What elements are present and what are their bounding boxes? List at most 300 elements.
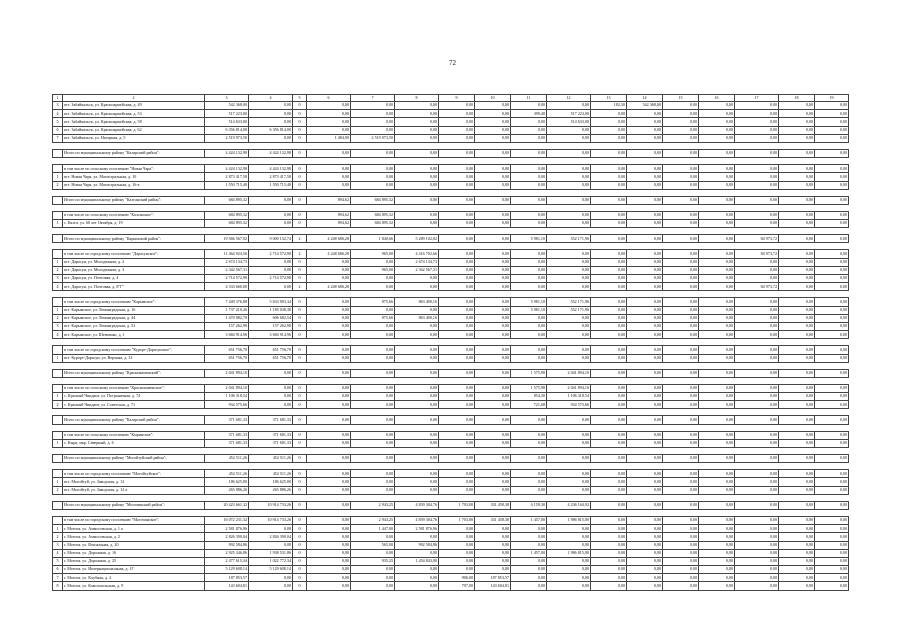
value-cell: 0,00 bbox=[735, 306, 779, 314]
address-cell: пгт. Забайкальск, ул. Нагорная, д. 5 bbox=[63, 134, 205, 142]
value-cell: 0,00 bbox=[815, 306, 849, 314]
value-cell: 0,00 bbox=[699, 478, 735, 486]
value-cell: 0,00 bbox=[249, 196, 293, 204]
value-cell: 0,00 bbox=[627, 501, 663, 509]
value-cell: 0,00 bbox=[735, 275, 779, 283]
value-cell: 0,00 bbox=[351, 533, 395, 541]
value-cell: 0,00 bbox=[475, 250, 511, 258]
value-cell: 0,00 bbox=[663, 126, 699, 134]
value-cell: 0,00 bbox=[395, 149, 439, 157]
value-cell: 606 682,54 bbox=[249, 314, 293, 322]
column-number: 12 bbox=[547, 95, 591, 102]
value-cell: 0,00 bbox=[547, 134, 591, 142]
value-cell: 0,00 bbox=[591, 181, 627, 189]
row-number: 2 bbox=[53, 486, 63, 494]
value-cell: 0,00 bbox=[815, 393, 849, 401]
value-cell: 0,00 bbox=[307, 181, 351, 189]
row-number: 6 bbox=[53, 126, 63, 134]
summary-row bbox=[53, 346, 849, 354]
value-cell: 0,00 bbox=[815, 149, 849, 157]
value-cell: 0,00 bbox=[627, 486, 663, 494]
value-cell: 0,00 bbox=[779, 134, 815, 142]
value-cell: 0,00 bbox=[439, 134, 475, 142]
spacer-cell bbox=[53, 409, 849, 416]
address-cell: пгт. Дарасун, ул. Почтовая, д. 8"Г" bbox=[63, 283, 205, 291]
column-number: 1 bbox=[53, 95, 63, 102]
value-cell: 0,00 bbox=[699, 393, 735, 401]
value-cell: 2 041 894,10 bbox=[205, 369, 249, 377]
value-cell: 0,00 bbox=[511, 354, 547, 362]
value-cell: 0,00 bbox=[511, 134, 547, 142]
table-row bbox=[53, 478, 849, 486]
address-cell: пгт. Забайкальск, ул. Красноармейская, д. 58 bbox=[63, 118, 205, 126]
value-cell: 0,00 bbox=[779, 431, 815, 439]
row-number bbox=[53, 211, 63, 219]
value-cell: 2 826 390,04 bbox=[249, 533, 293, 541]
value-cell: 854,30 bbox=[511, 393, 547, 401]
value-cell: 0,00 bbox=[439, 102, 475, 110]
table-row bbox=[53, 393, 849, 401]
value-cell: 0,00 bbox=[815, 283, 849, 291]
value-cell: 0,00 bbox=[779, 181, 815, 189]
column-number: 14 bbox=[627, 95, 663, 102]
row-number bbox=[53, 346, 63, 354]
address-cell: пгт. Новая Чара, ул. Магистральная, д. 16-а bbox=[63, 181, 205, 189]
value-cell: 0,00 bbox=[249, 541, 293, 549]
value-cell: 0,00 bbox=[591, 110, 627, 118]
value-cell: 0,00 bbox=[475, 118, 511, 126]
value-cell: 0,00 bbox=[395, 110, 439, 118]
value-cell: 0,00 bbox=[627, 439, 663, 447]
summary-row bbox=[53, 416, 849, 424]
value-cell: 0,00 bbox=[663, 298, 699, 306]
value-cell: 0,00 bbox=[439, 525, 475, 533]
value-cell: 5 289 102,82 bbox=[395, 235, 439, 243]
value-cell: 0 bbox=[293, 369, 307, 377]
value-cell: 0,00 bbox=[351, 486, 395, 494]
value-cell: 0,00 bbox=[779, 566, 815, 574]
value-cell: 0,00 bbox=[475, 525, 511, 533]
value-cell: 4 236 164,92 bbox=[547, 501, 591, 509]
value-cell: 0,00 bbox=[547, 149, 591, 157]
value-cell: 0,00 bbox=[735, 525, 779, 533]
value-cell: 5 129 608,14 bbox=[249, 566, 293, 574]
value-cell: 0,00 bbox=[815, 566, 849, 574]
table-row bbox=[53, 102, 849, 110]
value-cell: 0,00 bbox=[627, 306, 663, 314]
value-cell: 0,00 bbox=[395, 346, 439, 354]
value-cell: 0,00 bbox=[591, 501, 627, 509]
value-cell: 0,00 bbox=[511, 181, 547, 189]
table-row bbox=[53, 306, 849, 314]
value-cell: 0,00 bbox=[815, 235, 849, 243]
value-cell: 0,00 bbox=[815, 470, 849, 478]
row-spacer bbox=[53, 228, 849, 235]
value-cell: 2 674 134,73 bbox=[205, 258, 249, 266]
column-number: 11 bbox=[511, 95, 547, 102]
value-cell: 452 511,26 bbox=[249, 455, 293, 463]
value-cell: 0,00 bbox=[779, 574, 815, 582]
value-cell: 0,00 bbox=[395, 220, 439, 228]
value-cell: 0,00 bbox=[591, 439, 627, 447]
row-number: 2 bbox=[53, 401, 63, 409]
value-cell: 0,00 bbox=[395, 306, 439, 314]
value-cell: 2 581 876,96 bbox=[205, 525, 249, 533]
value-cell: 0,00 bbox=[591, 235, 627, 243]
value-cell: 0,00 bbox=[395, 196, 439, 204]
value-cell: 0,00 bbox=[307, 322, 351, 330]
value-cell: 0,00 bbox=[663, 525, 699, 533]
value-cell: 0 bbox=[293, 478, 307, 486]
value-cell: 863 400,16 bbox=[395, 298, 439, 306]
value-cell: 0,00 bbox=[351, 455, 395, 463]
value-cell: 0,00 bbox=[351, 346, 395, 354]
value-cell: 0,00 bbox=[627, 431, 663, 439]
value-cell: 2 bbox=[293, 250, 307, 258]
summary-row bbox=[53, 501, 849, 509]
value-cell: 0,00 bbox=[475, 470, 511, 478]
value-cell: 0,00 bbox=[439, 165, 475, 173]
value-cell: 371 681,33 bbox=[205, 439, 249, 447]
address-cell: пгт. Могойтуй, ул. Заводская, д. 12 а bbox=[63, 486, 205, 494]
value-cell: 0,00 bbox=[779, 235, 815, 243]
value-cell: 0,00 bbox=[475, 486, 511, 494]
value-cell: 0,00 bbox=[249, 574, 293, 582]
value-cell: 0,00 bbox=[779, 582, 815, 590]
spacer-cell bbox=[53, 228, 849, 235]
value-cell: 0,00 bbox=[735, 439, 779, 447]
address-cell: Итого по муниципальному району "Карымский район": bbox=[63, 235, 205, 243]
row-number: 3 bbox=[53, 322, 63, 330]
address-cell: в том числе по городскому поселению "Могочинское": bbox=[63, 516, 205, 524]
value-cell: 186 625,00 bbox=[205, 478, 249, 486]
address-cell: пгт. Дарасун, ул. Почтовая, д. 4 bbox=[63, 275, 205, 283]
value-cell: 0,00 bbox=[779, 283, 815, 291]
value-cell: 0,00 bbox=[591, 266, 627, 274]
value-cell: 0,00 bbox=[591, 478, 627, 486]
value-cell: 0,00 bbox=[511, 486, 547, 494]
value-cell: 906,00 bbox=[439, 574, 475, 582]
address-cell: в том числе по сельскому поселению "Кыринское": bbox=[63, 431, 205, 439]
value-cell: 0,00 bbox=[591, 118, 627, 126]
value-cell: 0,00 bbox=[511, 266, 547, 274]
value-cell: 0,00 bbox=[815, 331, 849, 339]
table-row bbox=[53, 181, 849, 189]
value-cell: 0,00 bbox=[395, 322, 439, 330]
value-cell: 0,00 bbox=[815, 557, 849, 565]
value-cell: 84 973,72 bbox=[735, 235, 779, 243]
value-cell: 10 914 733,26 bbox=[249, 516, 293, 524]
value-cell: 0,00 bbox=[663, 431, 699, 439]
address-cell: пгт. Могойтуй, ул. Заводская, д. 12 bbox=[63, 478, 205, 486]
value-cell: 0,00 bbox=[699, 401, 735, 409]
value-cell: 0,00 bbox=[307, 173, 351, 181]
value-cell: 651 756,70 bbox=[249, 346, 293, 354]
column-number: 15 bbox=[663, 95, 699, 102]
value-cell: 514 633,00 bbox=[547, 118, 591, 126]
value-cell: 1 106 318,54 bbox=[205, 393, 249, 401]
value-cell: 0,00 bbox=[699, 322, 735, 330]
value-cell: 0,00 bbox=[307, 549, 351, 557]
value-cell: 20 423 661,32 bbox=[205, 501, 249, 509]
value-cell: 0,00 bbox=[815, 266, 849, 274]
table-row bbox=[53, 118, 849, 126]
value-cell: 0,00 bbox=[475, 439, 511, 447]
value-cell: 0,00 bbox=[475, 478, 511, 486]
value-cell: 0,00 bbox=[307, 266, 351, 274]
value-cell: 331 458,38 bbox=[475, 501, 511, 509]
value-cell: 0,00 bbox=[663, 173, 699, 181]
value-cell: 0,00 bbox=[663, 283, 699, 291]
value-cell: 0,00 bbox=[779, 102, 815, 110]
value-cell: 0 bbox=[293, 582, 307, 590]
value-cell: 0,00 bbox=[815, 346, 849, 354]
value-cell: 2 674 134,73 bbox=[395, 258, 439, 266]
value-cell: 0,00 bbox=[699, 501, 735, 509]
value-cell: 0,00 bbox=[699, 369, 735, 377]
value-cell: 0,00 bbox=[511, 314, 547, 322]
value-cell: 0,00 bbox=[779, 516, 815, 524]
value-cell: 0,00 bbox=[475, 134, 511, 142]
value-cell: 0,00 bbox=[439, 384, 475, 392]
value-cell: 0,00 bbox=[249, 102, 293, 110]
row-number: 1 bbox=[53, 354, 63, 362]
value-cell: 0,00 bbox=[511, 331, 547, 339]
value-cell: 0,00 bbox=[699, 102, 735, 110]
value-cell: 0,00 bbox=[475, 322, 511, 330]
value-cell: 1 703,00 bbox=[439, 501, 475, 509]
value-cell: 0 bbox=[293, 126, 307, 134]
value-cell: 0,00 bbox=[815, 516, 849, 524]
value-cell: 0,00 bbox=[439, 298, 475, 306]
value-cell: 0,00 bbox=[735, 149, 779, 157]
value-cell: 0,00 bbox=[395, 478, 439, 486]
value-cell: 0 bbox=[293, 181, 307, 189]
value-cell: 84 973,72 bbox=[735, 250, 779, 258]
value-cell: 1 457,00 bbox=[511, 516, 547, 524]
value-cell: 0,00 bbox=[815, 134, 849, 142]
address-cell: г. Могоча, ул. Интернациональная, д. 1Г bbox=[63, 566, 205, 574]
value-cell: 0,00 bbox=[735, 557, 779, 565]
value-cell: 0,00 bbox=[395, 369, 439, 377]
value-cell: 0,00 bbox=[627, 516, 663, 524]
value-cell: 0,00 bbox=[815, 533, 849, 541]
value-cell: 0,00 bbox=[511, 165, 547, 173]
value-cell: 0,00 bbox=[511, 102, 547, 110]
value-cell: 0,00 bbox=[439, 306, 475, 314]
value-cell: 19 566 567,92 bbox=[205, 235, 249, 243]
value-cell: 0,00 bbox=[307, 401, 351, 409]
value-cell: 0,00 bbox=[735, 470, 779, 478]
value-cell: 0,00 bbox=[475, 126, 511, 134]
value-cell: 565,00 bbox=[351, 541, 395, 549]
spacer-cell bbox=[53, 509, 849, 516]
value-cell: 0,00 bbox=[351, 149, 395, 157]
address-cell: с. Кыра, мкр. Северный, д. 6 bbox=[63, 439, 205, 447]
value-cell: 0,00 bbox=[779, 322, 815, 330]
value-cell: 0,00 bbox=[627, 250, 663, 258]
value-cell: 0,00 bbox=[395, 165, 439, 173]
address-cell: пгт. Карымское, ул. Ленинградская, д. 52 bbox=[63, 322, 205, 330]
table-row bbox=[53, 439, 849, 447]
value-cell: 0,00 bbox=[395, 582, 439, 590]
table-row bbox=[53, 331, 849, 339]
value-cell: 0,00 bbox=[351, 470, 395, 478]
value-cell: 0,00 bbox=[547, 314, 591, 322]
value-cell: 0,00 bbox=[591, 549, 627, 557]
address-cell: пгт. Курорт-Дарасун, ул. Верхняя, д. 12 bbox=[63, 354, 205, 362]
value-cell: 0,00 bbox=[627, 314, 663, 322]
row-number bbox=[53, 250, 63, 258]
row-number bbox=[53, 516, 63, 524]
value-cell: 0,00 bbox=[249, 220, 293, 228]
summary-row bbox=[53, 165, 849, 173]
spacer-cell bbox=[53, 463, 849, 470]
value-cell: 2 873 417,58 bbox=[249, 173, 293, 181]
value-cell: 0 bbox=[293, 134, 307, 142]
value-cell: 0,00 bbox=[591, 165, 627, 173]
value-cell: 2 826 390,04 bbox=[205, 533, 249, 541]
value-cell: 0,00 bbox=[815, 126, 849, 134]
spacer-cell bbox=[53, 424, 849, 431]
value-cell: 0,00 bbox=[815, 322, 849, 330]
value-cell: 143 604,81 bbox=[475, 582, 511, 590]
value-cell: 0,00 bbox=[815, 478, 849, 486]
value-cell: 0,00 bbox=[779, 369, 815, 377]
value-cell: 0,00 bbox=[249, 211, 293, 219]
row-number: 7 bbox=[53, 134, 63, 142]
table-row bbox=[53, 275, 849, 283]
value-cell: 0,00 bbox=[627, 574, 663, 582]
row-number bbox=[53, 369, 63, 377]
value-cell: 1 986 815,00 bbox=[547, 549, 591, 557]
value-cell: 0,00 bbox=[699, 346, 735, 354]
value-cell: 0,00 bbox=[591, 541, 627, 549]
value-cell: 0,00 bbox=[699, 314, 735, 322]
value-cell: 0,00 bbox=[547, 181, 591, 189]
value-cell: 0,00 bbox=[439, 401, 475, 409]
value-cell: 0,00 bbox=[475, 110, 511, 118]
value-cell: 0,00 bbox=[627, 416, 663, 424]
value-cell: 0,00 bbox=[779, 250, 815, 258]
value-cell: 0,00 bbox=[663, 557, 699, 565]
value-cell: 0,00 bbox=[475, 266, 511, 274]
value-cell: 0,00 bbox=[307, 574, 351, 582]
value-cell: 0,00 bbox=[699, 384, 735, 392]
value-cell: 0,00 bbox=[475, 566, 511, 574]
value-cell: 0,00 bbox=[307, 541, 351, 549]
value-cell: 0 bbox=[293, 298, 307, 306]
value-cell: 0,00 bbox=[475, 541, 511, 549]
value-cell: 0,00 bbox=[591, 486, 627, 494]
value-cell: 1 550 715,40 bbox=[205, 181, 249, 189]
summary-row bbox=[53, 431, 849, 439]
value-cell: 4 424 132,98 bbox=[205, 165, 249, 173]
value-cell: 0,00 bbox=[547, 574, 591, 582]
value-cell: 0,00 bbox=[307, 439, 351, 447]
value-cell: 4 416 702,66 bbox=[395, 250, 439, 258]
value-cell: 0,00 bbox=[627, 369, 663, 377]
value-cell: 0,00 bbox=[779, 525, 815, 533]
value-cell: 0,00 bbox=[699, 298, 735, 306]
address-cell: Итого по муниципальному району "Могочинский район": bbox=[63, 501, 205, 509]
value-cell: 0 bbox=[293, 149, 307, 157]
value-cell: 0,00 bbox=[475, 165, 511, 173]
value-cell: 0,00 bbox=[249, 393, 293, 401]
row-number bbox=[53, 298, 63, 306]
value-cell: 0,00 bbox=[547, 557, 591, 565]
value-cell: 0,00 bbox=[663, 501, 699, 509]
value-cell: 0,00 bbox=[779, 275, 815, 283]
value-cell: 0,00 bbox=[735, 455, 779, 463]
value-cell: 0,00 bbox=[663, 314, 699, 322]
value-cell: 0,00 bbox=[663, 258, 699, 266]
value-cell: 0,00 bbox=[511, 196, 547, 204]
value-cell: 0,00 bbox=[779, 486, 815, 494]
value-cell: 0,00 bbox=[699, 173, 735, 181]
row-spacer bbox=[53, 424, 849, 431]
row-spacer bbox=[53, 142, 849, 149]
value-cell: 0,00 bbox=[475, 181, 511, 189]
row-number: 2 bbox=[53, 314, 63, 322]
value-cell: 3 684 914,96 bbox=[205, 331, 249, 339]
value-cell: 1 185 038,30 bbox=[249, 306, 293, 314]
column-number: 17 bbox=[735, 95, 779, 102]
value-cell: 0 bbox=[293, 258, 307, 266]
value-cell: 452 511,26 bbox=[249, 470, 293, 478]
row-number: 4 bbox=[53, 549, 63, 557]
value-cell: 2 943,25 bbox=[351, 516, 395, 524]
value-cell: 0,00 bbox=[591, 533, 627, 541]
value-cell: 0,00 bbox=[815, 401, 849, 409]
table-row bbox=[53, 574, 849, 582]
value-cell: 0 bbox=[293, 557, 307, 565]
value-cell: 0,00 bbox=[395, 354, 439, 362]
value-cell: 0 bbox=[293, 110, 307, 118]
value-cell: 0,00 bbox=[511, 541, 547, 549]
value-cell: 0,00 bbox=[547, 582, 591, 590]
value-cell: 0,00 bbox=[475, 549, 511, 557]
value-cell: 0,00 bbox=[699, 110, 735, 118]
value-cell: 0,00 bbox=[779, 501, 815, 509]
value-cell: 0,00 bbox=[307, 384, 351, 392]
value-cell: 0,00 bbox=[511, 455, 547, 463]
value-cell: 2 477 615,34 bbox=[205, 557, 249, 565]
row-spacer bbox=[53, 158, 849, 165]
value-cell: 0,00 bbox=[663, 102, 699, 110]
value-cell: 0,00 bbox=[699, 582, 735, 590]
value-cell: 0,00 bbox=[307, 346, 351, 354]
value-cell: 0 bbox=[293, 346, 307, 354]
value-cell: 0,00 bbox=[815, 258, 849, 266]
value-cell: 0,00 bbox=[815, 574, 849, 582]
value-cell: 0,00 bbox=[591, 126, 627, 134]
value-cell: 0,00 bbox=[591, 416, 627, 424]
value-cell: 4 248 686,28 bbox=[307, 283, 351, 291]
row-number bbox=[53, 416, 63, 424]
address-cell: в том числе по городскому поселению "Дарасунское": bbox=[63, 250, 205, 258]
value-cell: 0,00 bbox=[475, 455, 511, 463]
address-cell: пгт. Забайкальск, ул. Красноармейская, д. 62 bbox=[63, 126, 205, 134]
value-cell: 0,00 bbox=[395, 275, 439, 283]
value-cell: 371 681,33 bbox=[205, 416, 249, 424]
value-cell: 0,00 bbox=[439, 173, 475, 181]
value-cell: 0,00 bbox=[591, 173, 627, 181]
value-cell: 0,00 bbox=[395, 574, 439, 582]
value-cell: 0,00 bbox=[395, 173, 439, 181]
value-cell: 0,00 bbox=[591, 369, 627, 377]
value-cell: 0,00 bbox=[591, 134, 627, 142]
